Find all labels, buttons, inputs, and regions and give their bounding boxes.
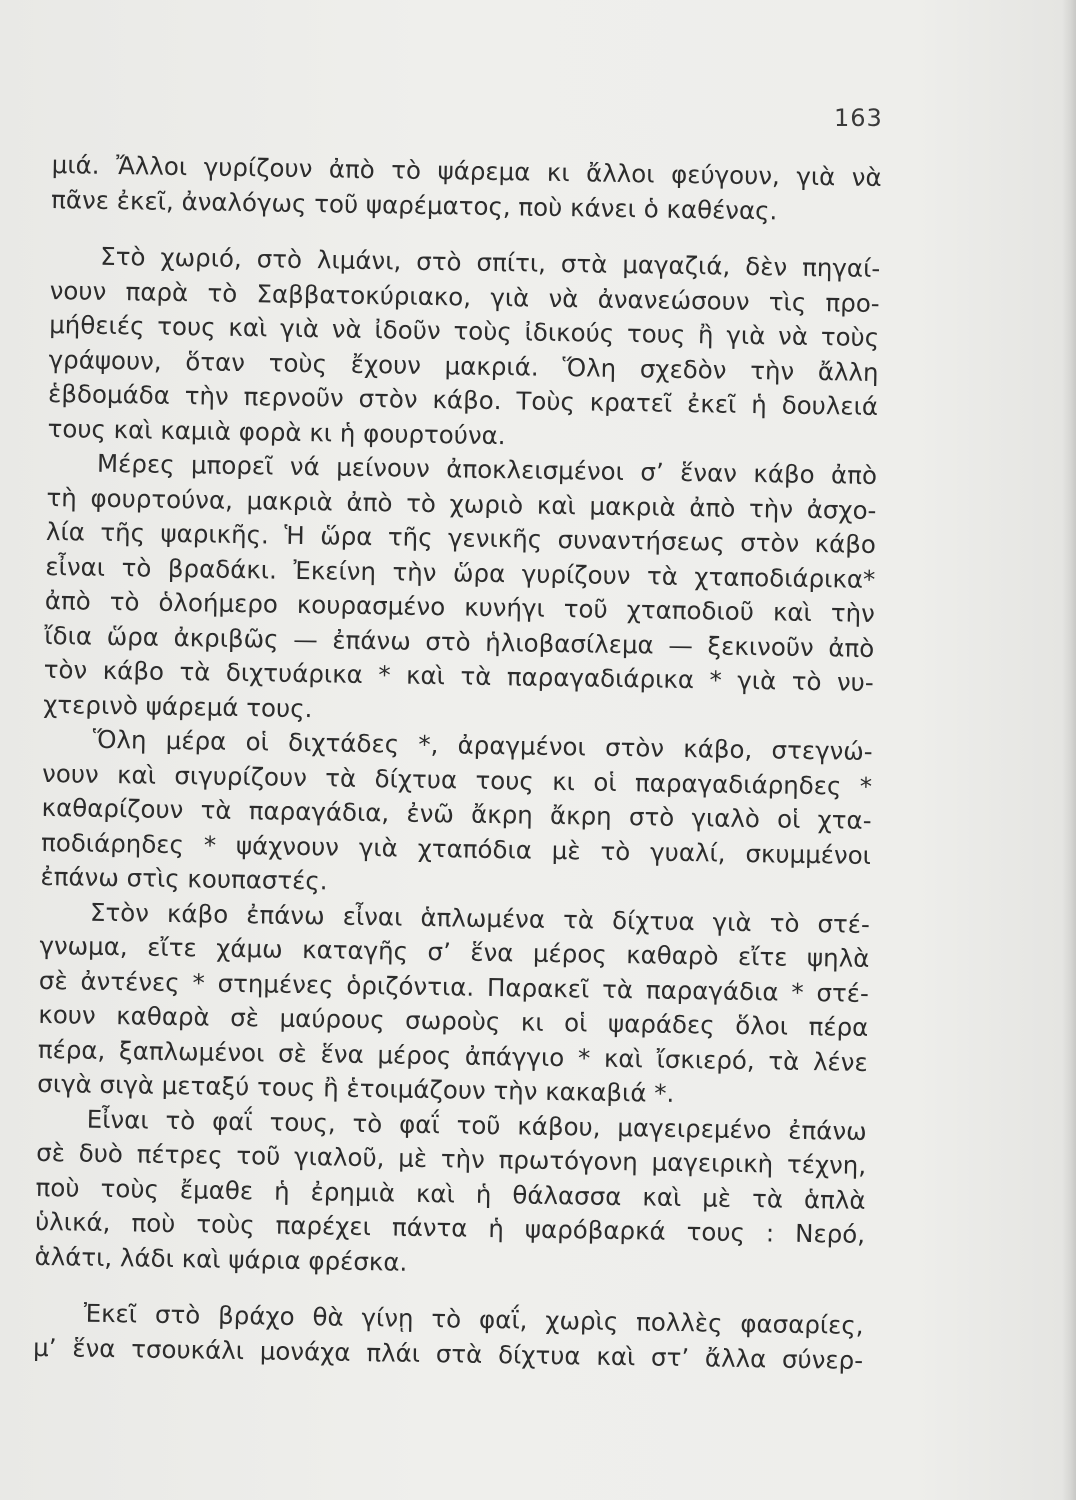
text-line: ποδιάρηδες * ψάχνουν γιὰ χταπόδια μὲ τὸ γυαλί, σκυμμένοι: [40, 827, 872, 870]
paragraph-6: [34, 1101, 867, 1287]
text-line: εἶναι τὸ βραδάκι. Ἐκείνη τὴν ὥρα γυρίζουν τὰ χταποδιάρικα*: [45, 551, 876, 594]
text-line: κουν καθαρὰ σὲ μαύρους σωροὺς κι οἱ ψαράδες ὅλοι πέρα: [38, 999, 869, 1042]
text-line: Μέρες μπορεῖ νά μείνουν ἀποκλεισμένοι σ’ ἕναν κάβο ἀπὸ: [96, 448, 878, 490]
text-line: νουν καὶ σιγυρίζουν τὰ δίχτυα τους κι οἱ παραγαδιάρηδες *: [41, 758, 873, 801]
text-line: σιγὰ σιγὰ μεταξύ τους ἢ ἑτοιμάζουν τὴν κακαβιά *.: [37, 1068, 675, 1108]
text-line: γνωμα, εἴτε χάμω καταγῆς σ’ ἕνα μέρος καθαρὸ εἴτε ψηλὰ: [39, 930, 870, 973]
text-line: πᾶνε ἐκεῖ, ἀναλόγως τοῦ ψαρέματος, ποὺ κάνει ὁ καθένας.: [50, 184, 778, 225]
text-line: λία τῆς ψαρικῆς. Ἡ ὥρα τῆς γενικῆς συναντήσεως στὸν κάβο: [45, 516, 877, 559]
paragraph-5: [37, 894, 870, 1114]
text-line: Εἶναι τὸ φαΐ τους, τὸ φαΐ τοῦ κάβου, μαγειρεμένο ἐπάνω: [86, 1104, 867, 1146]
text-line: τους καὶ καμιὰ φορὰ κι ἡ φουρτούνα.: [47, 413, 506, 450]
page-number: 163: [834, 104, 883, 132]
text-line: ὑλικά, ποὺ τοὺς παρέχει πάντα ἡ ψαρόβαρκά τους : Νερό,: [34, 1206, 866, 1249]
text-line: ἐπάνω στὶς κουπαστές.: [40, 861, 328, 896]
text-line: ἑβδομάδα τὴν περνοῦν στὸν κάβο. Τοὺς κρατεῖ ἐκεῖ ἡ δουλειά: [47, 378, 879, 422]
text-line: πέρα, ξαπλωμένοι σὲ ἕνα μέρος ἀπάγγιο * καὶ ἴσκιερό, τὰ λένε: [37, 1034, 868, 1077]
body-text: [33, 148, 882, 1378]
text-line: Ὅλη μέρα οἱ διχτάδες *, ἀραγμένοι στὸν κάβο, στεγνώ-: [92, 724, 873, 766]
text-line: νουν παρὰ τὸ Σαββατοκύριακο, γιὰ νὰ ἀνανεώσουν τὶς προ-: [49, 275, 880, 318]
text-line: ποὺ τοὺς ἔμαθε ἡ ἐρημιὰ καὶ ἡ θάλασσα καὶ μὲ τὰ ἁπλὰ: [35, 1172, 866, 1215]
text-line: μήθειές τους καὶ γιὰ νὰ ἰδοῦν τοὺς ἰδικούς τους ἢ γιὰ νὰ τοὺς: [48, 309, 880, 353]
text-line: χτερινὸ ψάρεμά τους.: [43, 689, 313, 723]
text-line: σὲ δυὸ πέτρες τοῦ γιαλοῦ, μὲ τὴν πρωτόγονη μαγειρικὴ τέχνη,: [35, 1137, 867, 1180]
text-line: ἴδια ὥρα ἀκριβῶς — ἐπάνω στὸ ἡλιοβασίλεμα — ξεκινοῦν ἀπὸ: [44, 620, 875, 663]
text-line: καθαρίζουν τὰ παραγάδια, ἐνῶ ἄκρη ἄκρη στὸ γιαλὸ οἱ χτα-: [41, 792, 872, 835]
text-line: Ἐκεῖ στὸ βράχο θὰ γίνῃ τὸ φαΐ, χωρὶς πολλὲς φασαρίες,: [83, 1298, 864, 1340]
text-line: τὸν κάβο τὰ διχτυάρικα * καὶ τὰ παραγαδιάρικα * γιὰ τὸ νυ-: [43, 654, 874, 697]
text-line: τὴ φουρτούνα, μακριὰ ἀπὸ τὸ χωριὸ καὶ μακριὰ ἀπὸ τὴν ἀσχο-: [46, 482, 877, 525]
paragraph-2: [47, 239, 880, 459]
text-line: Στὸ χωριό, στὸ λιμάνι, στὸ σπίτι, στὰ μαγαζιά, δὲν πηγαί-: [100, 241, 881, 284]
page-edge-shadow: [1062, 0, 1076, 1500]
paragraph-4: [40, 722, 873, 908]
text-line: Στὸν κάβο ἐπάνω εἶναι ἁπλωμένα τὰ δίχτυα γιὰ τὸ στέ-: [89, 897, 871, 939]
paragraph-1: [51, 148, 882, 230]
text-line: γράψουν, ὅταν τοὺς ἔχουν μακριά. Ὅλη σχεδὸν τὴν ἄλλη: [48, 344, 879, 387]
text-line: σὲ ἀντένες * στημένες ὁριζόντια. Παρακεῖ τὰ παραγάδια * στέ-: [38, 965, 870, 1008]
text-line: ἁλάτι, λάδι καὶ ψάρια φρέσκα.: [34, 1241, 408, 1277]
text-line: ἀπὸ τὸ ὁλοήμερο κουρασμένο κυνήγι τοῦ χταποδιοῦ καὶ τὴν: [44, 585, 876, 628]
paragraph-7: [33, 1296, 864, 1378]
paragraph-3: [43, 446, 877, 735]
text-line: μιά. Ἄλλοι γυρίζουν ἀπὸ τὸ ψάρεμα κι ἄλλοι φεύγουν, γιὰ νὰ: [51, 149, 882, 193]
text-line: μ’ ἕνα τσουκάλι μονάχα πλάι στὰ δίχτυα καὶ στ’ ἄλλα σύνερ-: [32, 1332, 864, 1375]
